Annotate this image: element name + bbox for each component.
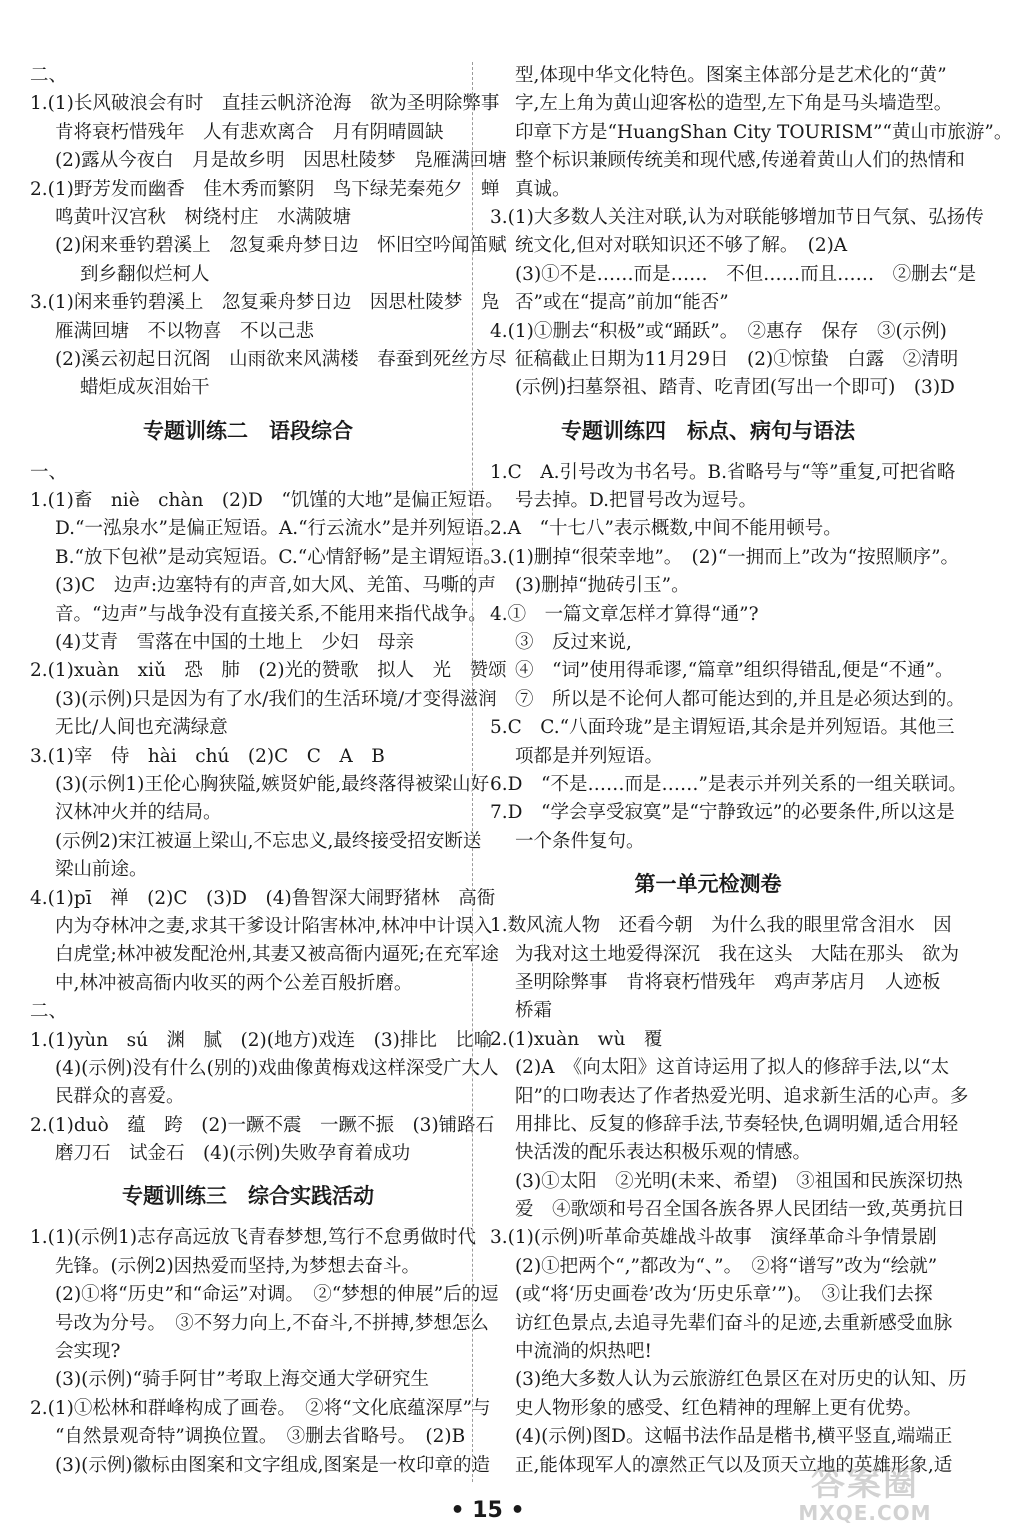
text-line: 汉林冲火并的结局。: [54, 802, 222, 824]
section-heading: 专题训练三 综合实践活动: [122, 1184, 374, 1209]
text-line: 白虎堂;林冲被发配沧州,其妻又被高衙内逼死;在充军途: [54, 944, 499, 966]
text-line: (3)①太阳 ②光明(未来、希望) ③祖国和民族深切热: [514, 1170, 963, 1192]
text-line: 1.(1)(示例1)志存高远放飞青春梦想,笃行不怠勇做时代: [30, 1227, 476, 1249]
text-line: (3)绝大多数人认为云旅游红色景区在对历史的认知、历: [514, 1369, 967, 1391]
text-line: 号改为分号。 ③不努力向上,不奋斗,不拼搏,梦想怎么: [54, 1312, 489, 1334]
text-line: 肯将衰朽惜残年 人有悲欢离合 月有阴晴圆缺: [54, 121, 444, 143]
watermark-url: MXQE.COM: [798, 1501, 932, 1525]
text-line: 6.D “不是……而是……”是表示并列关系的一组关联词。: [490, 773, 967, 795]
text-line: 型,体现中华文化特色。图案主体部分是艺术化的“黄”: [514, 65, 947, 86]
text-line: “自然景观奇特”调换位置。 ③删去省略号。 (2)B: [54, 1426, 466, 1448]
text-line: 用排比、反复的修辞手法,节奏轻快,色调明媚,适合用轻: [514, 1113, 959, 1135]
text-line: 一个条件复句。: [514, 830, 645, 852]
text-line: 征稿截止日期为11月29日 (2)①惊蛰 白露 ②清明: [514, 348, 959, 370]
text-line: (3)C 边声:边塞特有的声音,如大风、羌笛、马嘶的声: [54, 575, 496, 597]
text-line: 雁满回塘 不以物喜 不以己悲: [54, 320, 314, 342]
column-divider: [472, 62, 473, 1482]
left-column: [30, 62, 507, 1480]
text-line: 内为夺林冲之妻,求其干爹设计陷害林冲,林冲中计误入: [54, 915, 493, 937]
text-line: 二、: [30, 1001, 68, 1023]
text-line: 正,能体现军人的凛然正气以及顶天立地的英雄形象,适: [514, 1454, 953, 1476]
text-line: (4)(示例)图D。这幅书法作品是楷书,横平竖直,端端正: [514, 1426, 953, 1448]
text-line: 爱 ④歌颂和号召全国各族各界人民团结一致,英勇抗日: [514, 1199, 965, 1221]
text-line: 1.(1)yùn sú 渊 腻 (2)(地方)戏连 (3)排比 比喻: [30, 1029, 493, 1051]
text-line: 项都是并列短语。: [514, 745, 663, 767]
text-line: 鸣黄叶汉宫秋 树绕村庄 水满陂塘: [54, 206, 351, 228]
text-line: 2.(1)xuàn wù 覆: [490, 1028, 663, 1050]
text-line: 统文化,但对对联知识还不够了解。 (2)A: [514, 235, 848, 257]
text-line: 3.(1)宰 侍 hài chú (2)C C A B: [30, 745, 385, 767]
text-line: 整个标识兼顾传统美和现代感,传递着黄山人们的热情和: [514, 150, 965, 172]
text-line: B.“放下包袱”是动宾短语。C.“心情舒畅”是主谓短语。: [54, 546, 502, 568]
text-line: (4)艾青 雪落在中国的土地上 少妇 母亲: [54, 632, 415, 654]
text-line: 会实现?: [54, 1341, 121, 1363]
text-line: (4)(示例)没有什么(别的)戏曲像黄梅戏这样深受广大人: [54, 1057, 499, 1079]
text-line: 为我对这土地爱得深沉 我在这头 大陆在那头 欲为: [514, 943, 959, 965]
watermark-logo: [760, 1466, 970, 1532]
text-line: 3.(1)闲来垂钓碧溪上 忽复乘舟梦日边 因思杜陵梦 凫: [30, 292, 500, 314]
section-heading: 专题训练四 标点、病句与语法: [561, 418, 855, 443]
text-line: ④ “词”使用得乖谬,“篇章”组织得错乱,便是“不通”。: [514, 660, 954, 682]
watermark-text: 答案圈: [811, 1464, 919, 1504]
text-line: 1.C A.引号改为书名号。B.省略号与“等”重复,可把省略: [490, 461, 956, 483]
text-line: 2.(1)xuàn xiǔ 恐 肺 (2)光的赞歌 拟人 光 赞颂: [30, 660, 507, 682]
text-line: (2)溪云初起日沉阁 山雨欲来风满楼 春蚕到死丝方尽: [54, 348, 507, 370]
text-line: 3.(1)(示例)听革命英雄战斗故事 演绎革命斗争情景剧: [490, 1227, 937, 1249]
text-line: 梁山前途。: [54, 859, 148, 881]
text-line: 民群众的喜爱。: [54, 1086, 185, 1108]
text-line: 蜡炬成灰泪始干: [79, 377, 210, 399]
text-line: 磨刀石 试金石 (4)(示例)失败孕育着成功: [54, 1143, 411, 1165]
text-line: 3.(1)大多数人关注对联,认为对联能够增加节日气氛、弘扬传: [490, 206, 984, 228]
text-line: 2.A “十七八”表示概数,中间不能用顿号。: [490, 518, 842, 540]
text-line: 3.(1)删掉“很荣幸地”。 (2)“一拥而上”改为“按照顺序”。: [490, 546, 960, 568]
text-line: 二、: [30, 65, 68, 86]
text-line: (3)(示例)徽标由图案和文字组成,图案是一枚印章的造: [54, 1454, 490, 1476]
text-line: 先锋。(示例2)因热爱而坚持,为梦想去奋斗。: [54, 1255, 421, 1277]
text-line: 字,左上角为黄山迎客松的造型,左下角是马头墙造型。: [514, 93, 953, 115]
page-number: • 15 •: [450, 1498, 525, 1523]
text-line: 2.(1)野芳发而幽香 佳木秀而繁阴 鸟下绿芜秦苑夕 蝉: [30, 178, 500, 200]
text-line: 1.(1)长风破浪会有时 直挂云帆济沧海 欲为圣明除弊事: [30, 93, 500, 115]
text-line: (或“将‘历史画卷’改为‘历史乐章’”)。 ③让我们去探: [514, 1284, 933, 1306]
text-line: 2.(1)①松林和群峰构成了画卷。 ②将“文化底蕴深厚”与: [30, 1397, 491, 1419]
text-line: (3)①不是……而是…… 不但……而且…… ②删去“是: [514, 263, 977, 285]
text-line: 1.数风流人物 还看今朝 为什么我的眼里常含泪水 因: [490, 915, 952, 937]
text-line: 中流淌的炽热吧!: [514, 1341, 652, 1363]
text-line: 快活泼的配乐表达积极乐观的情感。: [514, 1142, 811, 1164]
section-heading: 第一单元检测卷: [634, 872, 782, 897]
text-line: 印章下方是“HuangShan City TOURISM”“黄山市旅游”。: [514, 121, 1012, 143]
text-line: D.“一泓泉水”是偏正短语。A.“行云流水”是并列短语。: [54, 518, 503, 540]
text-line: 5.C C.“八面玲珑”是主谓短语,其余是并列短语。其他三: [490, 717, 955, 739]
text-line: (示例)扫墓祭祖、踏青、吃青团(写出一个即可) (3)D: [514, 377, 955, 399]
text-line: 真诚。: [514, 178, 571, 200]
text-line: ③ 反过来说,: [514, 632, 632, 654]
text-line: (2)A 《向太阳》这首诗运用了拟人的修辞手法,以“太: [514, 1057, 950, 1079]
text-line: 访红色景点,去追寻先辈们奋斗的足迹,去重新感受血脉: [514, 1312, 953, 1334]
text-line: 7.D “学会享受寂寞”是“宁静致远”的必要条件,所以这是: [490, 802, 955, 824]
text-line: 中,林冲被高衙内收买的两个公差百般折磨。: [54, 972, 413, 994]
text-line: 音。“边声”与战争没有直接关系,不能用来指代战争。: [54, 603, 487, 625]
text-line: 到乡翻似烂柯人: [79, 263, 210, 285]
text-line: (3)(示例)“骑手阿甘”考取上海交通大学研究生: [54, 1369, 430, 1391]
text-line: (2)露从今夜白 月是故乡明 因思杜陵梦 凫雁满回塘: [54, 150, 507, 172]
section-heading: 专题训练二 语段综合: [143, 418, 353, 443]
text-line: 阳”的口吻表达了作者热爱光明、追求新生活的心声。多: [514, 1085, 969, 1107]
text-line: ⑦ 所以是不论何人都可能达到的,并且是必须达到的。: [514, 688, 965, 710]
text-line: 一、: [30, 461, 68, 483]
text-line: (2)闲来垂钓碧溪上 忽复乘舟梦日边 怀旧空吟闻笛赋: [54, 235, 507, 257]
text-line: (3)(示例1)王伦心胸狭隘,嫉贤妒能,最终落得被梁山好: [54, 773, 490, 795]
text-line: (2)①把两个“,”都改为“、”。 ②将“谱写”改为“绘就”: [514, 1255, 938, 1277]
text-line: (示例2)宋江被逼上梁山,不忘忠义,最终接受招安断送: [54, 830, 482, 852]
text-line: 否”或在“提高”前加“能否”: [514, 292, 729, 314]
text-line: 史人物形象的感受、红色精神的理解上更有优势。: [514, 1397, 922, 1419]
text-line: 4.① 一篇文章怎样才算得“通”?: [490, 603, 759, 625]
text-line: (3)删掉“抛砖引玉”。: [514, 575, 690, 597]
text-line: 号去掉。D.把冒号改为逗号。: [514, 490, 758, 512]
text-line: 圣明除弊事 肯将衰朽惜残年 鸡声茅店月 人迹板: [514, 971, 941, 993]
text-line: 2.(1)duò 蕴 跨 (2)一蹶不震 一蹶不振 (3)铺路石: [30, 1114, 495, 1136]
text-line: 无比/人间也充满绿意: [54, 717, 228, 739]
text-line: (2)①将“历史”和“命运”对调。 ②“梦想的伸展”后的逗: [54, 1284, 499, 1306]
right-column: [490, 62, 1012, 1480]
text-line: (3)(示例)只是因为有了水/我们的生活环境/才变得滋润: [54, 688, 497, 710]
text-line: 1.(1)畜 niè chàn (2)D “饥馑的大地”是偏正短语。: [30, 490, 504, 512]
text-line: 4.(1)pī 禅 (2)C (3)D (4)鲁智深大闹野猪林 高衙: [30, 887, 496, 909]
text-line: 桥霜: [514, 1000, 552, 1022]
text-line: 4.(1)①删去“积极”或“踊跃”。 ②惠存 保存 ③(示例): [490, 320, 947, 342]
